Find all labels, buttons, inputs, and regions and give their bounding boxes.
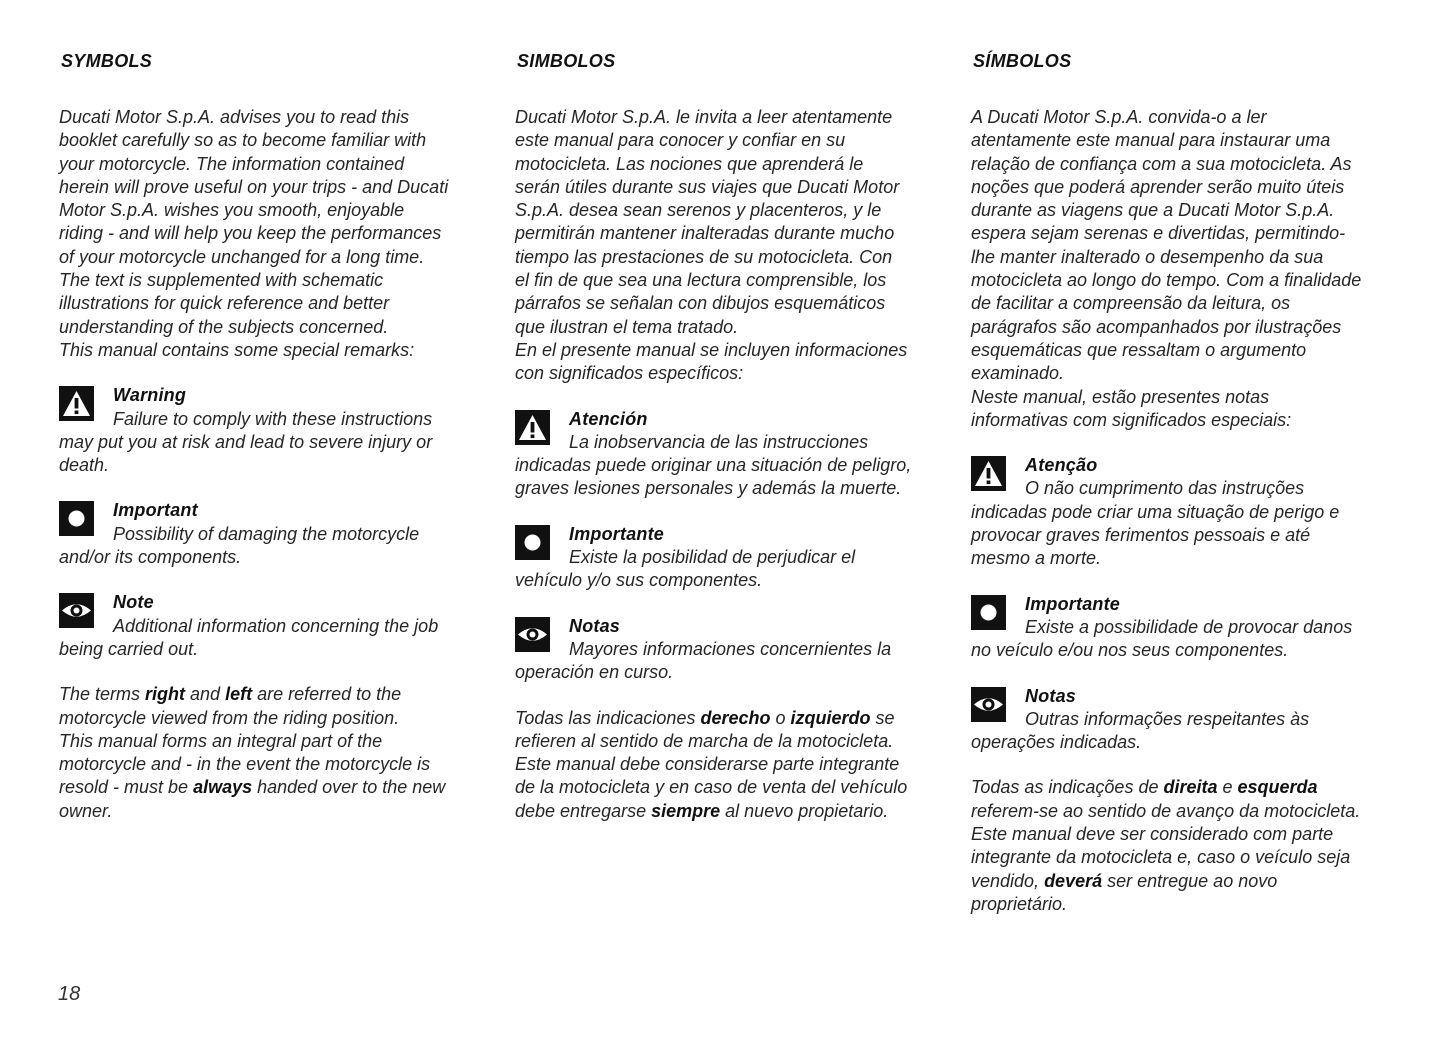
note-body: Additional information concerning the job being carried out. <box>59 615 439 659</box>
eye-icon <box>59 593 94 628</box>
terms-text: and <box>185 684 226 705</box>
intro-paragraph: A Ducati Motor S.p.A. convida-o a ler atentamente este manual para instaurar uma relação de confiança com a sua motocicleta. As noções que poderá aprender serão muito úteis durante as viagens que a Ducati Motor S.p.A. espera sejam serenas e divertidas, permitindo- lhe manter inalterado o desempenho da sua motocicleta ao longo do tempo. Com a finalidade de facilitar a compreensão da leitura, os parágrafos são acompanhados por ilustrações esquemáticas que ressaltam o argumento examinado. Neste manual, estão presentes notas informativas com significados especiais: <box>971 107 1362 430</box>
terms-bold-always: deverá <box>1044 870 1103 891</box>
terms-text: o <box>770 707 791 728</box>
note-notice <box>515 615 951 685</box>
important-notice <box>515 523 951 593</box>
important-notice <box>971 593 1407 663</box>
important-body: Existe la posibilidad de perjudicar el vehículo y/o sus componentes. <box>515 547 856 591</box>
note-title: Notas <box>569 615 621 636</box>
warning-body: O não cumprimento das instruções indicadas pode criar uma situação de perigo e provocar graves ferimentos pessoais e até mesmo a morte. <box>971 478 1340 569</box>
warning-notice <box>515 408 951 501</box>
terms-text: Todas as indicações de <box>971 777 1164 798</box>
important-title: Important <box>113 500 198 521</box>
terms-text: se refieren al sentido de marcha de la motocicleta. Este manual debe considerarse parte integrante de la motocicleta y en caso de venta del vehículo debe entregarse <box>515 707 908 821</box>
terms-bold-left: esquerda <box>1237 777 1318 798</box>
note-body: Mayores informaciones concernientes la operación en curso. <box>515 638 892 683</box>
important-icon <box>59 501 94 536</box>
warning-icon <box>971 456 1006 491</box>
note-notice <box>59 591 497 661</box>
terms-text: al nuevo propietario. <box>720 800 889 821</box>
important-body: Possibility of damaging the motorcycle and/or its components. <box>59 523 420 568</box>
terms-paragraph <box>59 683 497 823</box>
warning-notice <box>971 454 1407 570</box>
terms-bold-right: derecho <box>700 707 771 728</box>
column-portuguese <box>971 50 1407 916</box>
page-number: 18 <box>58 983 81 1005</box>
important-title: Importante <box>1025 593 1121 614</box>
warning-icon <box>515 410 550 445</box>
column-english <box>59 50 497 823</box>
eye-icon <box>515 617 550 652</box>
section-heading: SÍMBOLOS <box>973 51 1072 71</box>
terms-paragraph <box>971 776 1407 916</box>
warning-title: Atención <box>569 408 648 429</box>
section-heading: SYMBOLS <box>61 51 153 71</box>
note-notice <box>971 685 1407 755</box>
terms-bold-right: right <box>145 684 186 705</box>
terms-paragraph <box>515 707 951 823</box>
important-notice <box>59 499 497 569</box>
warning-title: Atenção <box>1025 455 1098 476</box>
warning-body: La inobservancia de las instrucciones indicadas puede originar una situación de peligro, graves lesiones personales y además la muerte. <box>515 431 912 499</box>
important-body: Existe a possibilidade de provocar danos no veículo e/ou nos seus componentes. <box>971 616 1353 661</box>
warning-notice <box>59 384 497 477</box>
note-title: Note <box>113 592 154 613</box>
terms-text: are referred to the motorcycle viewed from the riding position. This manual forms an integral part of the motorcycle and - in the event the motorcycle is resold - must be <box>59 684 431 798</box>
intro-paragraph: Ducati Motor S.p.A. le invita a leer atentamente este manual para conocer y confiar en su motocicleta. Las nociones que aprenderá le serán útiles durante sus viajes que Ducati Motor S.p.A. desea sean serenos y placenteros, y le permitirán mantener inalteradas durante mucho tiempo las prestaciones de su motocicleta. Con el fin de que sea una lectura comprensible, los párrafos se señalan con dibujos esquemáticos que ilustran el tema tratado. En el presente manual se incluyen informaciones con significados específicos: <box>515 107 908 384</box>
terms-text: Todas las indicaciones <box>515 707 701 728</box>
terms-bold-always: siempre <box>651 800 721 821</box>
warning-title: Warning <box>113 385 187 406</box>
terms-text: The terms <box>59 684 146 705</box>
important-icon <box>515 525 550 560</box>
terms-bold-right: direita <box>1163 777 1218 798</box>
terms-bold-left: izquierdo <box>790 707 871 728</box>
column-spanish <box>515 50 951 823</box>
note-body: Outras informações respeitantes às operações indicadas. <box>971 708 1310 753</box>
note-title: Notas <box>1025 685 1077 706</box>
intro-paragraph: Ducati Motor S.p.A. advises you to read this booklet carefully so as to become familiar with your motorcycle. The information contained herein will prove useful on your trips - and Ducati Motor S.p.A. wishes you smooth, enjoyable riding - and will help you keep the performances of your motorcycle unchanged for a long time. The text is supplemented with schematic illustrations for quick reference and better understanding of the subjects concerned. This manual contains some special remarks: <box>59 107 449 360</box>
terms-text: e <box>1217 777 1238 798</box>
terms-bold-left: left <box>225 684 253 705</box>
warning-body: Failure to comply with these instructions may put you at risk and lead to severe injury or death. <box>59 408 433 476</box>
terms-text: handed over to the new owner. <box>59 777 446 821</box>
terms-text: referem-se ao sentido de avanço da motocicleta. Este manual deve ser considerado com parte integrante da motocicleta e, caso o veículo seja vendido, <box>971 800 1361 891</box>
important-icon <box>971 595 1006 630</box>
section-heading: SIMBOLOS <box>517 51 616 71</box>
warning-icon <box>59 386 94 421</box>
important-title: Importante <box>569 523 665 544</box>
terms-bold-always: always <box>193 777 253 798</box>
terms-text: ser entregue ao novo proprietário. <box>971 870 1278 914</box>
eye-icon <box>971 687 1006 722</box>
